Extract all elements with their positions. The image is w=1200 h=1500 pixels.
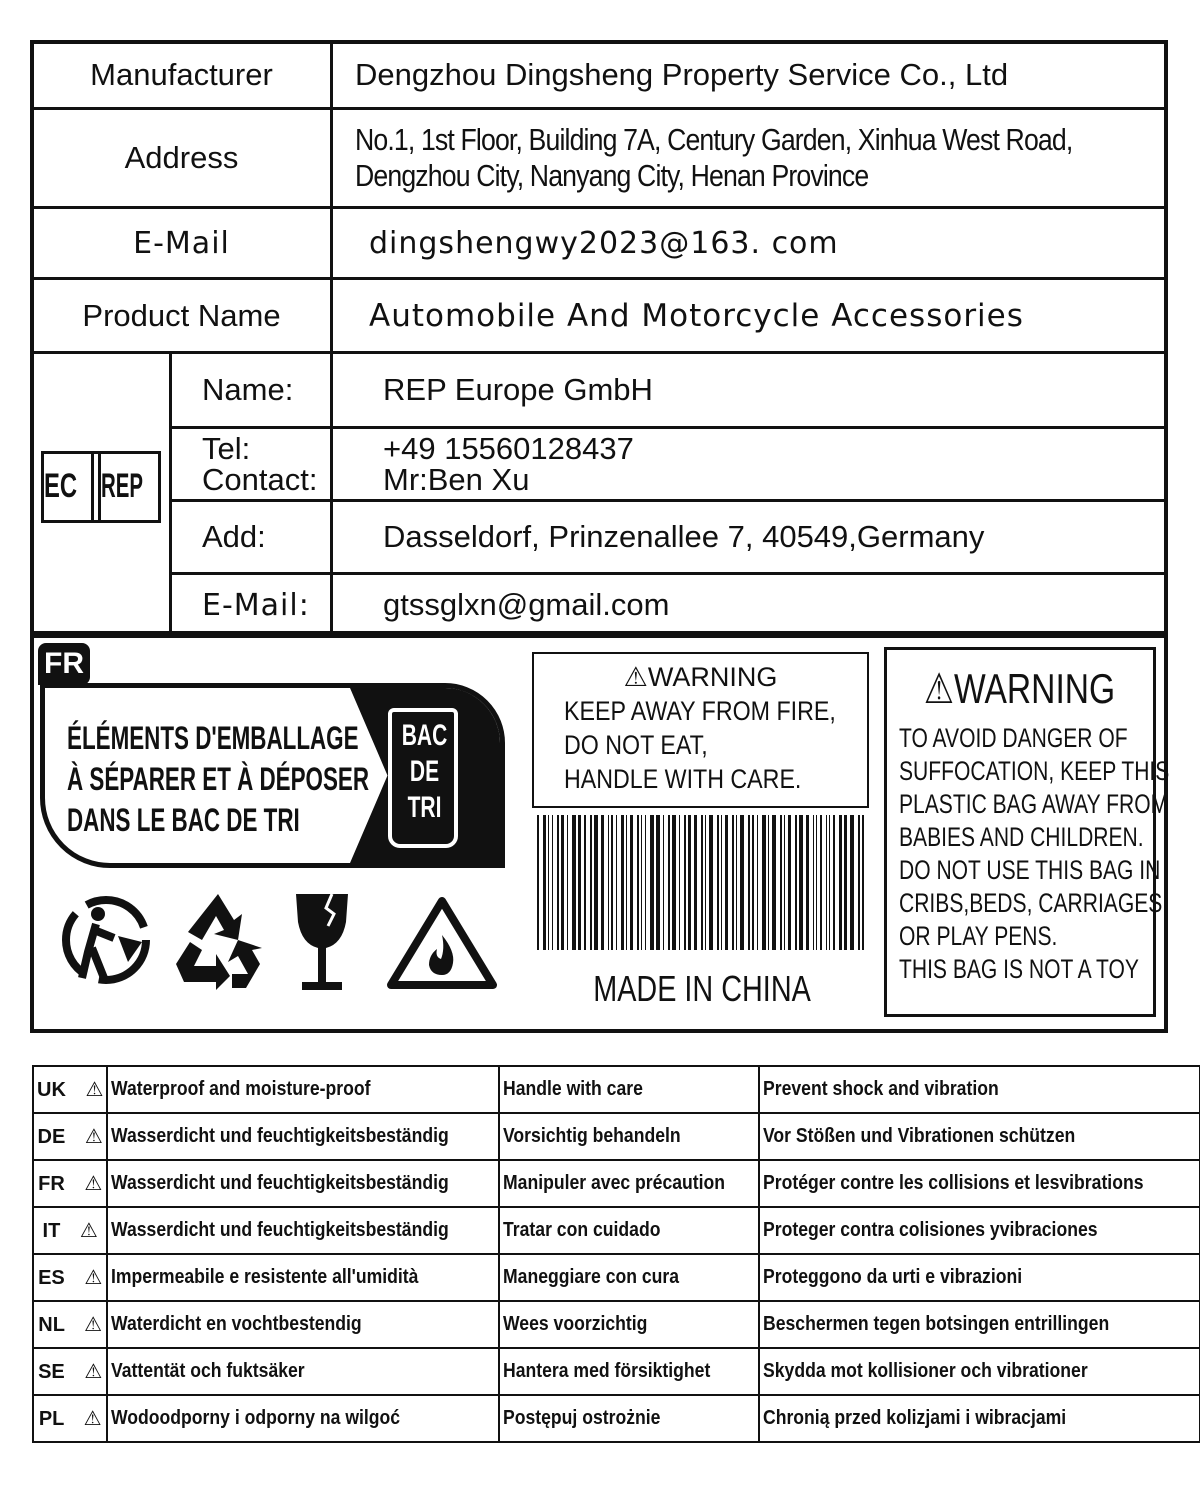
language-code: UK ⚠ — [33, 1066, 107, 1113]
barcode-bar — [688, 815, 691, 950]
barcode-bar — [537, 815, 539, 950]
barcode-bar — [567, 815, 568, 950]
barcode-bar — [752, 815, 754, 950]
barcode-bar — [630, 815, 633, 950]
barcode-bar — [578, 815, 581, 950]
barcode-bar — [572, 815, 576, 950]
shock-text: Vor Stößen und Vibrationen schützen — [759, 1113, 1199, 1160]
warning-line: SUFFOCATION, KEEP THIS — [899, 756, 1170, 786]
language-code: DE ⚠ — [33, 1113, 107, 1160]
warning-title: ⚠WARNING — [623, 662, 778, 692]
barcode-bar — [672, 815, 676, 950]
barcode-bar — [850, 815, 854, 950]
waterproof-text: Wasserdicht und feuchtigkeitsbeständig — [107, 1207, 499, 1254]
language-row — [33, 1254, 1200, 1301]
ec-rep-logo: EC REP — [30, 351, 172, 638]
barcode-bar — [590, 815, 592, 950]
barcode-bar — [594, 815, 598, 950]
waterproof-text: Wasserdicht und feuchtigkeitsbeständig — [107, 1160, 499, 1207]
email-label: E-Mail — [30, 206, 333, 280]
language-row — [33, 1207, 1200, 1254]
warning-icon: ⚠ — [84, 1126, 103, 1148]
waterproof-text: Wasserdicht und feuchtigkeitsbeständig — [107, 1113, 499, 1160]
barcode-bar — [717, 815, 719, 950]
barcode-bar — [611, 815, 613, 950]
warning-line: PLASTIC BAG AWAY FROM — [899, 789, 1169, 819]
shock-text: Protéger contre les collisions et lesvibrations — [759, 1160, 1199, 1207]
barcode-bar — [561, 815, 564, 950]
fr-badge: FR — [38, 643, 90, 685]
language-table — [32, 1065, 1200, 1443]
language-row — [33, 1301, 1200, 1348]
fragile-glass-icon — [292, 892, 352, 992]
barcode-bar — [701, 815, 703, 950]
waterproof-text: Impermeabile e resistente all'umidità — [107, 1254, 499, 1301]
barcode-bar — [705, 815, 706, 950]
waterproof-text: Waterdicht en vochtbestendig — [107, 1301, 499, 1348]
language-code: PL ⚠ — [33, 1395, 107, 1442]
recycle-icon — [172, 890, 264, 994]
barcode-bar — [543, 815, 546, 950]
handle-care-text: Tratar con cuidado — [499, 1207, 759, 1254]
barcode-bar — [721, 815, 722, 950]
flammable-warning-icon — [385, 895, 499, 993]
barcode-bar — [862, 815, 864, 950]
barcode-bar — [799, 815, 803, 950]
warning-icon: ⚠ — [84, 1267, 103, 1289]
barcode-bar — [820, 815, 822, 950]
barcode-bar — [650, 815, 654, 950]
barcode-bar — [616, 815, 617, 950]
barcode-bar — [641, 815, 642, 950]
barcode-bar — [748, 815, 750, 950]
language-row — [33, 1066, 1200, 1113]
warning-line: CRIBS,BEDS, CARRIAGES, — [899, 888, 1169, 918]
warning-line: TO AVOID DANGER OF — [899, 723, 1128, 753]
handle-care-text: Postępuj ostrożnie — [499, 1395, 759, 1442]
language-code: NL ⚠ — [33, 1301, 107, 1348]
barcode-bar — [816, 815, 817, 950]
barcode-bar — [626, 815, 627, 950]
made-in-china: MADE IN CHINA — [593, 968, 811, 1009]
barcode-bar — [833, 815, 835, 950]
barcode-bar — [552, 815, 553, 950]
handle-care-text: Hantera med försiktighet — [499, 1348, 759, 1395]
warning-suffocation-box — [884, 647, 1170, 1017]
barcode-bar — [584, 815, 586, 950]
warning-line: OR PLAY PENS. — [899, 921, 1058, 951]
barcode-bar — [780, 815, 782, 950]
shock-text: Proteger contra colisiones yvibraciones — [759, 1207, 1199, 1254]
handle-care-text: Handle with care — [499, 1066, 759, 1113]
barcode-bar — [684, 815, 686, 950]
manufacturer-label: Manufacturer — [30, 40, 333, 110]
barcode-bar — [732, 815, 734, 950]
warning-icon: ⚠ — [84, 1173, 103, 1195]
barcode-bar — [795, 815, 797, 950]
sorting-bin-icon: BAC DE TRI — [388, 708, 458, 848]
product-value: Automobile And Motorcycle Accessories — [330, 277, 1168, 354]
rep-email: gtssglxn@gmail.com — [330, 572, 1168, 638]
barcode-bar — [725, 815, 728, 950]
barcode-bar — [813, 815, 814, 950]
waterproof-text: Wodoodporny i odporny na wilgoć — [107, 1395, 499, 1442]
barcode-bar — [784, 815, 785, 950]
barcode-bar — [637, 815, 639, 950]
rep-add: Dasseldorf, Prinzenallee 7, 40549,Germany — [330, 499, 1168, 575]
barcode-bar — [656, 815, 660, 950]
barcode-bar — [557, 815, 559, 950]
barcode-bar — [788, 815, 791, 950]
warning-icon: ⚠ — [85, 1079, 104, 1101]
barcode-bar — [709, 815, 713, 950]
email-value: dingshengwy2023@163. com — [330, 206, 1168, 280]
handle-care-text: Maneggiare con cura — [499, 1254, 759, 1301]
triman-recycle-person-icon — [58, 892, 154, 988]
shock-text: Beschermen tegen botsingen entrillingen — [759, 1301, 1199, 1348]
barcode-bar — [608, 815, 609, 950]
barcode-bar — [740, 815, 744, 950]
warning-icon: ⚠ — [79, 1220, 98, 1242]
barcode-bar — [645, 815, 646, 950]
barcode-bar — [762, 815, 766, 950]
rep-tel-contact: +49 15560128437 Mr:Ben Xu — [330, 426, 1168, 502]
warning-fire-box: ⚠WARNING KEEP AWAY FROM FIRE, DO NOT EAT, HANDLE WITH CARE. — [532, 652, 869, 808]
barcode-bar — [806, 815, 809, 950]
language-row — [33, 1348, 1200, 1395]
language-row — [33, 1160, 1200, 1207]
barcode-bar — [621, 815, 624, 950]
barcode-bar — [663, 815, 664, 950]
manufacturer-value: Dengzhou Dingsheng Property Service Co., Ltd — [330, 40, 1168, 110]
product-label: Product Name — [30, 277, 333, 354]
shock-text: Proteggono da urti e vibrazioni — [759, 1254, 1199, 1301]
triman-info-banner: ÉLÉMENTS D'EMBALLAGE À SÉPARER ET À DÉPOSER DANS LE BAC DE TRI BAC DE TRI — [40, 683, 505, 868]
rep-add-label: Add: — [169, 499, 333, 575]
handle-care-text: Vorsichtig behandeln — [499, 1113, 759, 1160]
warning-icon: ⚠ — [84, 1361, 103, 1383]
barcode-bar — [829, 815, 830, 950]
barcode-bar — [736, 815, 737, 950]
barcode-bar — [668, 815, 670, 950]
handle-care-text: Wees voorzichtig — [499, 1301, 759, 1348]
handle-care-text: Manipuler avec précaution — [499, 1160, 759, 1207]
warning-title: ⚠WARNING — [924, 665, 1116, 712]
warning-line: DO NOT USE THIS BAG IN — [899, 855, 1161, 885]
rep-email-label: E-Mail: — [169, 572, 333, 638]
shock-text: Chronią przed kolizjami i wibracjami — [759, 1395, 1199, 1442]
barcode — [535, 815, 869, 950]
shock-text: Skydda mot kollisioner och vibrationer — [759, 1348, 1199, 1395]
address-label: Address — [30, 107, 333, 209]
barcode-bar — [679, 815, 680, 950]
language-code: FR ⚠ — [33, 1160, 107, 1207]
barcode-bar — [826, 815, 827, 950]
barcode-bar — [768, 815, 769, 950]
warning-line: BABIES AND CHILDREN. — [899, 822, 1144, 852]
language-code: ES ⚠ — [33, 1254, 107, 1301]
barcode-bar — [772, 815, 776, 950]
barcode-bar — [844, 815, 847, 950]
language-code: IT ⚠ — [33, 1207, 107, 1254]
rep-name: REP Europe GmbH — [330, 351, 1168, 429]
rep-tel-contact-label: Tel: Contact: — [169, 426, 333, 502]
address-value: No.1, 1st Floor, Building 7A, Century Garden, Xinhua West Road, Dengzhou City, Nanyang City, Henan Province — [330, 107, 1168, 209]
barcode-bar — [858, 815, 860, 950]
language-row — [33, 1395, 1200, 1442]
waterproof-text: Vattentät och fuktsäker — [107, 1348, 499, 1395]
barcode-bar — [694, 815, 697, 950]
barcode-bar — [601, 815, 604, 950]
warning-line: THIS BAG IS NOT A TOY — [899, 954, 1139, 984]
language-code: SE ⚠ — [33, 1348, 107, 1395]
barcode-bar — [839, 815, 842, 950]
barcode-bar — [548, 815, 549, 950]
warning-icon: ⚠ — [83, 1408, 102, 1430]
barcode-bar — [757, 815, 758, 950]
waterproof-text: Waterproof and moisture-proof — [107, 1066, 499, 1113]
shock-text: Prevent shock and vibration — [759, 1066, 1199, 1113]
language-row — [33, 1113, 1200, 1160]
rep-name-label: Name: — [169, 351, 333, 429]
warning-icon: ⚠ — [84, 1314, 103, 1336]
